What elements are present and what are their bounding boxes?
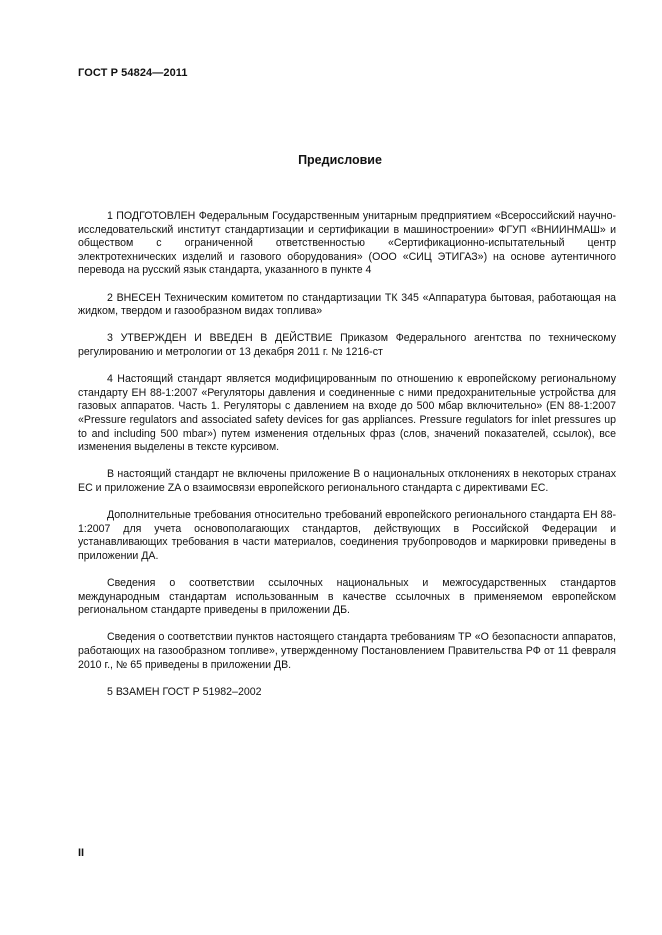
paragraph-replaces: 5 ВЗАМЕН ГОСТ Р 51982–2002 bbox=[107, 685, 262, 698]
paragraph-prepared-by: 1 ПОДГОТОВЛЕН Федеральным Государственным унитарным предприятием «Всероссийский научно-исследовательский институт стандартизации и сертификации в машиностроении» ФГУП «ВНИИНМАШ» и обществом с ограниченной ответственностью «Сертификационно-испытательный центр электротехнических изделий и газового оборудования» (ООО «СИЦ ЭТИГАЗ») на основе аутентичного перевода на русский язык стандарта, указанного в пункте 4 bbox=[78, 210, 616, 277]
paragraph-approved: 3 УТВЕРЖДЕН И ВВЕДЕН В ДЕЙСТВИЕ Приказом Федерального агентства по техническому регулированию и метрологии от 13 декабря 2011 г. № 1216-ст bbox=[78, 332, 616, 358]
document-header-standard-id: ГОСТ Р 54824—2011 bbox=[78, 67, 188, 79]
paragraph-modification: 4 Настоящий стандарт является модифицированным по отношению к европейскому региональному стандарту ЕН 88-1:2007 «Регуляторы давления и соединенные с ними предохранительные устройства для газовых аппаратов. Часть 1. Регуляторы с давлением на входе до 500 мбар включительно» (EN 88-1:2007 «Pressure regulators and associated safety devices for gas appliances. Pressure regulators for inlet pressures up to and including 500 mbar») путем изменения отдельных фраз (слов, значений показателей, ссылок), все изменения выделены в тексте курсивом. bbox=[78, 373, 616, 454]
paragraph-introduced-by: 2 ВНЕСЕН Техническим комитетом по стандартизации ТК 345 «Аппаратура бытовая, работающая на жидком, твердом и газообразном видах топлива» bbox=[78, 291, 616, 318]
page-number: II bbox=[78, 847, 85, 859]
preface-body bbox=[78, 210, 616, 713]
paragraph-technical-regulation: Сведения о соответствии пунктов настоящего стандарта требованиям ТР «О безопасности аппаратов, работающих на газообразном топливе», утвержденному Постановлением Правительства РФ от 11 февраля 2010 г., № 65 приведены в приложении ДВ. bbox=[78, 631, 616, 671]
paragraph-excluded-annexes: В настоящий стандарт не включены приложение В о национальных отклонениях в некоторых странах ЕС и приложение ZA о взаимосвязи европейского регионального стандарта с директивами ЕС. bbox=[78, 468, 616, 494]
page-title: Предисловие bbox=[298, 153, 382, 167]
paragraph-reference-standards: Сведения о соответствии ссылочных национальных и межгосударственных стандартов международным стандартам использованным в качестве ссылочных в применяемом европейском региональном стандарте приведены в приложении ДБ. bbox=[78, 577, 616, 617]
paragraph-additional-requirements: Дополнительные требования относительно требований европейского регионального стандарта ЕН 88-1:2007 для учета основополагающих стандартов, действующих в Российской Федерации и устанавливающих требования в части материалов, соединения трубопроводов и маркировки приведены в приложении ДА. bbox=[78, 509, 616, 562]
